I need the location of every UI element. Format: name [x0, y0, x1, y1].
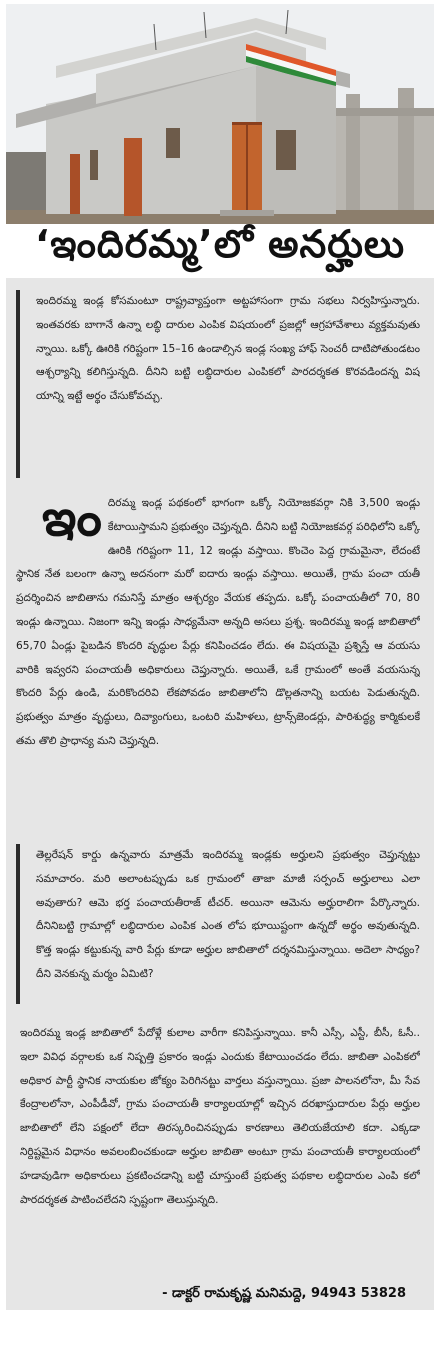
intro-text: ఇందిరమ్మ ఇండ్ల కోసమంటూ రాష్ట్రవ్యాప్తంగా అట్టహాసంగా గ్రామ సభలు నిర్వహిస్తున్నారు. ఇంతవరకు బాగానే ఉన్నా లబ్ధి దారుల ఎంపిక విషయంలో ప్రజల్లో ఆగ్రహావేశాలు వ్యక్తమవుతు న్నాయి. ఒక్కో ఊరికి గరిష్టంగా 15–16 ఉండాల్సిన ఇండ్ల సంఖ్య హాఫ్ సెంచరీ దాటిపోతుండటం ఆశ్చర్యాన్ని కలిగిస్తున్నది. దీనిని బట్టి లబ్ధిదారుల ఎంపికలో పారదర్శకత కొరవడిందన్న విష యాన్ని ఇట్టే అర్థం చేసుకోవచ్చు. [36, 295, 420, 403]
body-text-1: దిరమ్మ ఇండ్ల పథకంలో భాగంగా ఒక్కో నియోజకవర్గా నికి 3,500 ఇండ్లు కేటాయిస్తామని ప్రభుత్వం చెప్తున్నది. దీనిని బట్టి నియోజకవర్గ పరిధిలోని ఒక్కో ఊరికి గరిష్టంగా 11, 12 ఇండ్లు వస్తాయి. కొంచెం పెద్ద గ్రామమైనా, లేదంటే స్థానిక నేత బలంగా ఉన్నా అదనంగా మరో ఐదారు ఇండ్లు వస్తాయి. అయితే, గ్రామ పంచా యతీ ప్రదర్శించిన జాబితాను గమనిస్తే మాత్రం ఆశ్చర్యం వేయక తప్పదు. ఒక్కో పంచాయతీలో 70, 80 ఇండ్లు ఉన్నాయి. నిజంగా ఇన్ని ఇండ్లు సాధ్యమేనా అన్నది అసలు ప్రశ్న. ఇందిరమ్మ ఇండ్ల జాబితాలో 65,70 ఏండ్లు పైబడిన కొందరి వృద్ధుల పేర్లు కనిపించడం లేదు. ఈ విషయమై ప్రశ్నిస్తే ఆ వయసు వారికి ఇవ్వరని పంచాయతీ అధికారులు చెప్తున్నారు. అయితే, ఒకే గ్రామంలో అంతే వయసున్న కొందరి పేర్లు ఉండి, మరికొందరివి లేకపోవడం జాబితాలోని డొల్లతనాన్ని బయట పెడుతున్నది. ప్రభుత్వం మాత్రం వృద్ధులు, దివ్యాంగులు, ఒంటరి మహిళలు, ట్రాన్స్‌జెండర్లు, పారిశుద్ధ్య కార్మికులకే తమ తొలి ప్రాధాన్య మని చెప్తున్నది. [16, 497, 420, 747]
house-photo [6, 4, 434, 224]
headline: ‘ఇందిరమ్మ’లో అనర్హులు [35, 222, 405, 266]
drop-cap: ఇం [42, 492, 102, 547]
body-paragraph-3 [20, 1022, 420, 1290]
body-paragraph-2 [36, 844, 420, 1010]
article-panel [6, 278, 434, 1310]
author-signature: - డాక్టర్ రామకృష్ణ మనిమద్దె, 94943 53828 [162, 1286, 406, 1301]
body-text-3: ఇందిరమ్మ ఇండ్ల జాబితాలో పేదోళ్లే కులాల వారీగా కనిపిస్తున్నాయి. కానీ ఎస్సీ, ఎస్టీ, బీసీ, ఓసీ.. ఇలా వివిధ వర్గాలకు ఒక నిష్పత్తి ప్రకారం ఇండ్లు ఎందుకు కేటాయించడం లేదు. జాబితా ఎంపికలో అధికార పార్టీ స్థానిక నాయకుల జోక్యం పెరిగినట్టు వార్తలు వస్తున్నాయి. ప్రజా పాలనలోనా, మీ సేవ కేంద్రాలలోనా, ఎంపీడీవో, గ్రామ పంచాయతీ కార్యాలయాల్లో ఇచ్చిన దరఖాస్తుదారుల పేర్లు అర్హుల జాబితాలో లేని పక్షంలో లేదా తిరస్కరించినప్పుడు కారణాలు తెలియజేయాలి కదా. ఎక్కడా నిర్దిష్టమైన విధానం అవలంబించకుండా అర్హుల జాబితా అంటూ గ్రామ పంచాయతీ కార్యాలయంలో హడావుడిగా అధికారులు ప్రకటించడాన్ని బట్టి చూస్తుంటే ప్రభుత్వ పథకాల లబ్ధిదారుల ఎంపి కలో పారదర్శకత పాటించలేదని స్పష్టంగా తెలుస్తున్నది. [20, 1027, 420, 1206]
intro-paragraph [36, 290, 420, 482]
quote-bar [16, 844, 20, 1004]
body-paragraph-1 [16, 492, 420, 830]
quote-bar [16, 290, 20, 478]
body-text-2: తెల్లరేషన్ కార్డు ఉన్నవారు మాత్రమే ఇందిరమ్మ ఇండ్లకు అర్హులని ప్రభుత్వం చెప్తున్నట్టు సమాచారం. మరి అలాంటప్పుడు ఒక గ్రామంలో తాజా మాజీ సర్పంచ్ అర్హులాలు ఎలా అవుతారు? ఆమె భర్త పంచాయతీరాజ్ టీచర్. అయినా ఆమెను అర్హురాలిగా పేర్కొన్నారు. దీనినిబట్టి గ్రామాల్లో లబ్ధిదారుల ఎంపిక ఎంత లోప భూయిష్టంగా ఉన్నదో అర్థం అవుతున్నది. కొత్త ఇండ్లు కట్టుకున్న వారి పేర్లు కూడా అర్హుల జాబితాలో దర్శనమిస్తున్నాయి. అదెలా సాధ్యం? దీని వెనకున్న మర్మం ఏమిటి? [36, 849, 420, 980]
